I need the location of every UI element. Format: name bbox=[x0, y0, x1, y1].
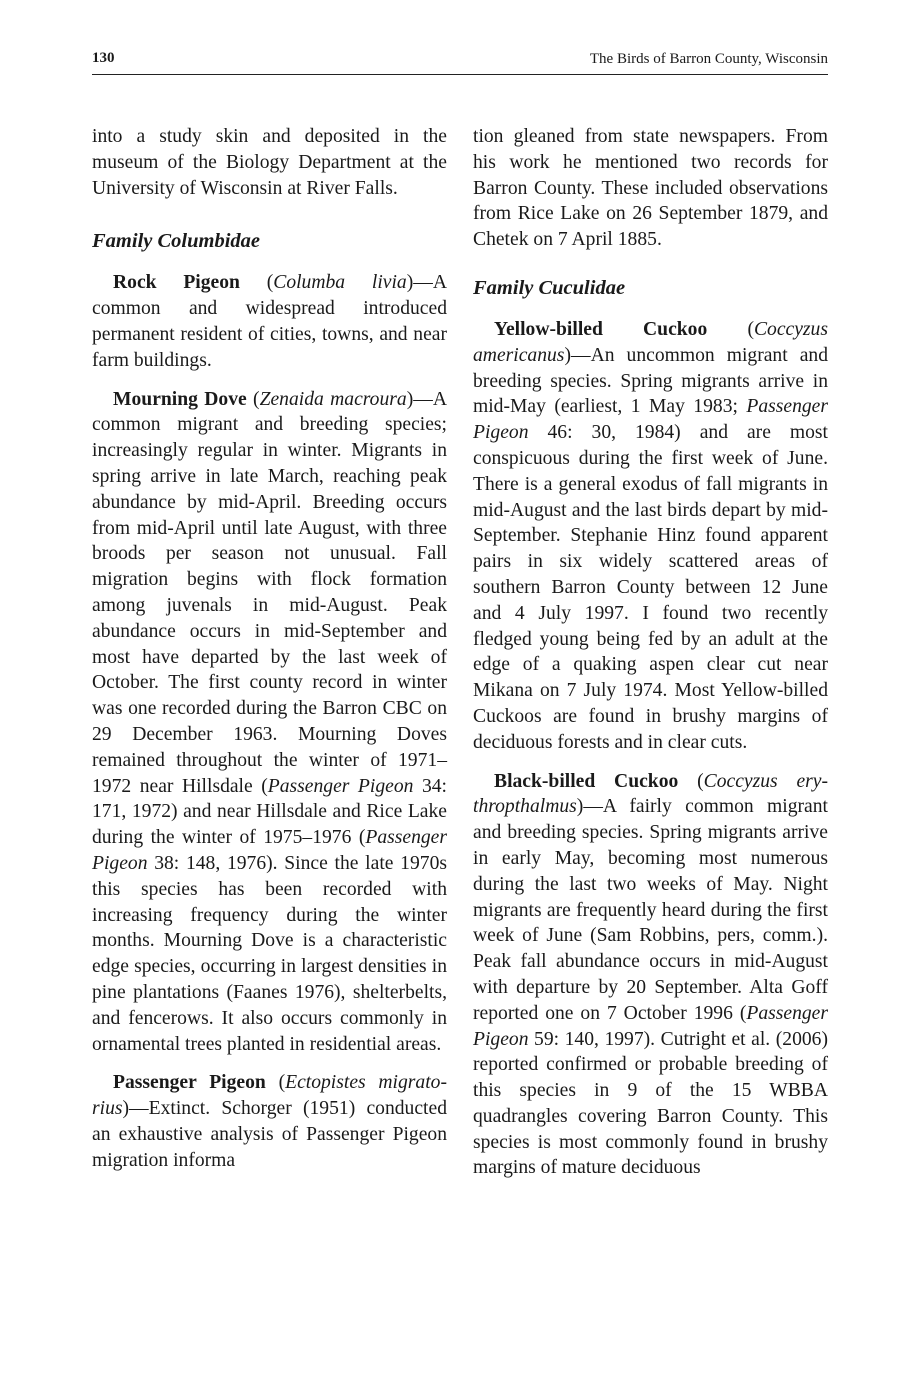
species-account-mourning-dove: Mourning Dove (Zenaida macroura)—A common migrant and breeding species; increasingly regular in winter. Migrants in spring arrive in late March, reaching peak abundance by mid-April. Breeding occurs from mid-April until late August, with three broods per season not unusual. Fall migration begins with flock formation among juvenals in mid-August. Peak abundance occurs in mid-September and most have departed by the last week of October. The first county record in winter was one recorded during the Barron CBC on 29 December 1963. Mourning Doves remained throughout the winter of 1971–1972 near Hillsdale (Passenger Pigeon 34: 171, 1972) and near Hillsdale and Rice Lake during the winter of 1975–1976 (Passenger Pigeon 38: 148, 1976). Since the late 1970s this species has been recorded with increasing frequency during the winter months. Mourning Dove is a characteristic edge species, occurring in largest densities in pine plantations (Faanes 1976), shelterbelts, and fencerows. It also occurs commonly in ornamental trees planted in residential areas. bbox=[92, 388, 448, 1055]
species-text: 34: 171, 1972) and near Hillsdale and Rice Lake during the winter of 1975–1976 ( bbox=[92, 775, 448, 849]
species-text: —Extinct. Schorger (1951) conducted an exhaustive analysis of Passenger Pigeon migration informa bbox=[92, 1098, 447, 1171]
species-name: Mourning Dove bbox=[113, 388, 247, 410]
journal-title: Passenger Pigeon bbox=[473, 396, 828, 444]
continuation-paragraph: tion gleaned from state newspapers. From his work he mentioned two records for Barron County. These included observations from Rice Lake on 26 September 1879, and Chetek on 7 April 1885. bbox=[473, 126, 828, 251]
species-account-rock-pigeon: Rock Pigeon (Columba livia)—A common and widespread introduced permanent resident of cities, towns, and near farm buildings. bbox=[92, 272, 447, 371]
species-text: —A common migrant and breeding species; increasingly regular in winter. Migrants in spring arrive in late March, reaching peak abundance by mid-April. Breeding occurs from mid-April until late August, with three broods per season not unusual. Fall migration begins with flock formation among juvenals in mid-August. Peak abundance occurs in mid-September and most have departed by the last week of October. The first county record in winter was one recorded during the Barron CBC on 29 December 1963. Mourning Doves remained throughout the winter of 1971–1972 near Hillsdale ( bbox=[92, 388, 447, 797]
species-name: Black-billed Cuckoo bbox=[494, 770, 679, 792]
scientific-name: Zenaida macroura bbox=[259, 388, 407, 410]
species-text: —An uncommon migrant and breeding species. Spring migrants arrive in mid-May (earliest, 1 May 1983; bbox=[473, 344, 828, 418]
journal-title: Passenger Pigeon bbox=[92, 827, 447, 874]
species-name: Rock Pigeon bbox=[113, 272, 240, 294]
species-text: —A common and widespread introduced permanent resident of cities, towns, and near farm buildings. bbox=[92, 272, 447, 371]
continuation-paragraph: into a study skin and deposited in the museum of the Biology Department at the University of Wisconsin at River Falls. bbox=[92, 126, 447, 199]
species-text: —A fairly common migrant and breeding species. Spring migrants arrive in early May, becoming most numerous during the last two weeks of May. Night migrants are frequently heard during the first week of June (Sam Robbins, pers, comm.). Peak fall abundance occurs in mid-August with departure by 20 September. Alta Goff reported one on 7 October 1996 ( bbox=[473, 796, 828, 1024]
scientific-name: Ectopistes migratorius bbox=[92, 1072, 447, 1120]
species-name: Passenger Pigeon bbox=[113, 1072, 266, 1094]
family-heading-cuculidae: Family Cuculidae bbox=[473, 276, 626, 299]
scientific-name: Columba livia bbox=[273, 272, 407, 294]
species-account-yellow-billed-cuckoo: Yellow-billed Cuckoo (Coccyzus americanus)—An uncommon migrant and breeding species. Spring migrants arrive in mid-May (earliest, 1 May 1983; Passenger Pigeon 46: 30, 1984) and are most conspicuous during the first week of June. There is a general exodus of fall migrants in mid-August and the last birds depart by mid-September. Stephanie Hinz found apparent pairs in six widely scattered areas of southern Barron County between 12 June and 4 July 1997. I found two recently fledged young being fed by an adult at the edge of a quaking aspen clear cut near Mikana on 7 July 1974. Most Yellow-billed Cuckoos are found in brushy margins of deciduous forests and in clear cuts. bbox=[473, 318, 828, 753]
species-name: Yellow-billed Cuckoo bbox=[494, 318, 708, 340]
scientific-name: Coccyzus americanus bbox=[473, 318, 828, 366]
left-column bbox=[92, 124, 447, 1173]
journal-title: Passenger Pigeon bbox=[473, 1002, 828, 1050]
species-account-black-billed-cuckoo: Black-billed Cuckoo (Coccyzus erythropthalmus)—A fairly common migrant and breeding species. Spring migrants arrive in early May, becoming most numerous during the last two weeks of May. Night migrants are frequently heard during the first week of June (Sam Robbins, pers, comm.). Peak fall abundance occurs in mid-August with departure by 20 September. Alta Goff reported one on 7 October 1996 (Passenger Pigeon 59: 140, 1997). Cutright et al. (2006) reported confirmed or probable breeding of this species in 9 of the 15 WBBA quadrangles covering Barron County. This species is most commonly found in brushy margins of mature deciduous bbox=[473, 770, 828, 1179]
page-number: 130 bbox=[92, 50, 115, 66]
running-header bbox=[92, 48, 828, 75]
journal-title: Passenger Pigeon bbox=[267, 775, 414, 797]
species-account-passenger-pigeon: Passenger Pigeon (Ectopistes migratorius)—Extinct. Schorger (1951) conducted an exhaustive analysis of Passenger Pigeon migration informa bbox=[92, 1072, 447, 1171]
family-heading-columbidae: Family Columbidae bbox=[92, 230, 260, 253]
running-title: The Birds of Barron County, Wisconsin bbox=[589, 51, 828, 67]
species-text: 38: 148, 1976). Since the late 1970s this species has been recorded with increasing frequency during the winter months. Mourning Dove is a characteristic edge species, occurring in largest densities in pine plantations (Faanes 1976), shelterbelts, and fencerows. It also occurs commonly in ornamental trees planted in residential areas. bbox=[92, 852, 447, 1055]
species-text: 59: 140, 1997). Cutright et al. (2006) reported confirmed or probable breeding of this species in 9 of the 15 WBBA quadrangles covering Barron County. This species is most commonly found in brushy margins of mature deciduous bbox=[473, 1028, 828, 1179]
right-column bbox=[473, 124, 828, 1181]
scientific-name: Coccyzus erythropthalmus bbox=[473, 770, 828, 818]
species-text: 46: 30, 1984) and are most conspicuous during the first week of June. There is a general exodus of fall migrants in mid-August and the last birds depart by mid-September. Stephanie Hinz found apparent pairs in six widely scattered areas of southern Barron County between 12 June and 4 July 1997. I found two recently fledged young being fed by an adult at the edge of a quaking aspen clear cut near Mikana on 7 July 1974. Most Yellow-billed Cuckoos are found in brushy margins of deciduous forests and in clear cuts. bbox=[473, 422, 828, 753]
